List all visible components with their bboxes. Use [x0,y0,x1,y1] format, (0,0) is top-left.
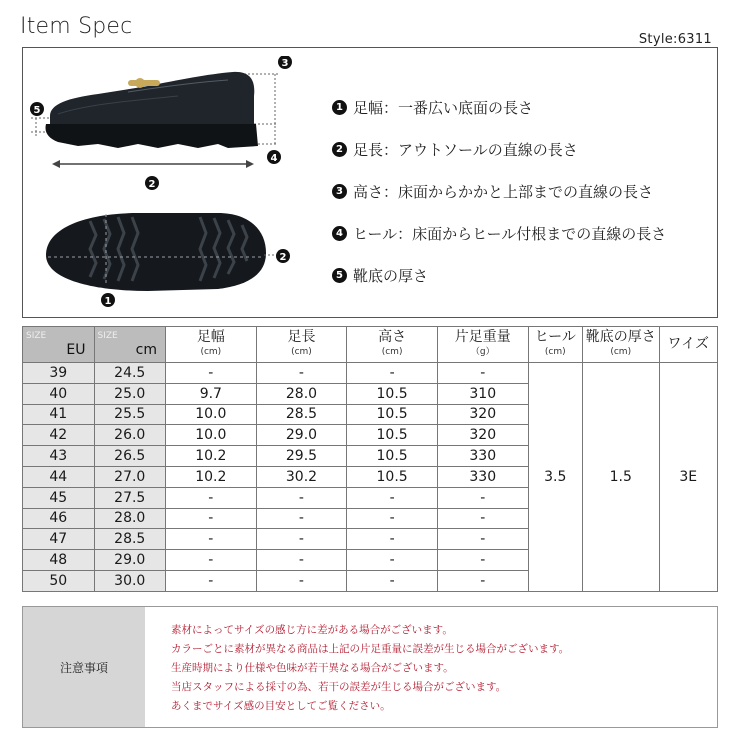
eu-header [23,327,95,363]
table-cell: 48 [23,550,95,571]
table-cell: - [166,487,257,508]
table-row [23,363,718,384]
table-cell: 24.5 [94,363,166,384]
table-cell: - [166,550,257,571]
notes-box [22,606,718,728]
table-cell: 25.0 [94,383,166,404]
table-cell: 43 [23,446,95,467]
column-header: 高さ (cm) [347,327,438,363]
table-cell: 39 [23,363,95,384]
spec-text: 靴底の厚さ [353,266,429,285]
spec-definition [332,254,722,296]
table-cell: - [256,550,347,571]
table-cell: 30.0 [94,570,166,591]
table-cell: 47 [23,529,95,550]
spec-text: ヒール：床面からヒール付根までの直線の長さ [353,224,667,243]
table-cell: - [166,529,257,550]
table-cell: - [166,570,257,591]
spec-definition [332,212,722,254]
table-cell: - [437,508,528,529]
note-line: 素材によってサイズの感じ方に差がある場合がございます。 [171,624,453,636]
number-badge: 4 [332,226,347,241]
table-cell: - [437,550,528,571]
table-cell: 28.5 [94,529,166,550]
table-cell: 10.0 [166,404,257,425]
table-cell: 28.5 [256,404,347,425]
table-cell: 46 [23,508,95,529]
table-cell: - [256,570,347,591]
marker-2-side: 2 [148,179,156,190]
note-line: 当店スタッフによる採寸の為、若干の誤差が生じる場合がございます。 [171,681,507,693]
shoe-sole-view-image [28,205,318,315]
column-header: 足長 (cm) [256,327,347,363]
table-cell: - [256,487,347,508]
table-cell: - [347,550,438,571]
table-cell: 27.5 [94,487,166,508]
table-cell: 28.0 [94,508,166,529]
table-cell: 25.5 [94,404,166,425]
number-badge: 2 [332,142,347,157]
table-cell: 26.0 [94,425,166,446]
column-header: 片足重量 （g） [437,327,528,363]
table-cell: 28.0 [256,383,347,404]
table-cell: - [347,570,438,591]
number-badge: 1 [332,100,347,115]
table-cell: - [437,529,528,550]
notes-body [145,607,717,727]
table-cell: 29.5 [256,446,347,467]
table-cell: 10.2 [166,466,257,487]
column-header: ワイズ [659,327,718,363]
note-line: カラーごとに素材が異なる商品は上記の片足重量に誤差が生じる場合がございます。 [171,643,570,655]
table-cell: - [166,363,257,384]
table-cell: - [256,363,347,384]
table-cell: - [347,508,438,529]
table-cell: 330 [437,446,528,467]
marker-3: 3 [281,58,289,69]
table-cell: - [347,529,438,550]
column-header: 靴底の厚さ (cm) [582,327,659,363]
spec-definition [332,86,722,128]
marker-4: 4 [270,153,278,164]
table-cell: 45 [23,487,95,508]
table-cell: 44 [23,466,95,487]
table-cell: 10.5 [347,404,438,425]
table-cell: 10.5 [347,466,438,487]
size-table [22,326,718,592]
marker-5: 5 [33,105,41,116]
width-fit-cell: 3E [659,363,718,592]
table-cell: 10.5 [347,383,438,404]
table-cell: 320 [437,404,528,425]
table-cell: 10.2 [166,446,257,467]
table-cell: 40 [23,383,95,404]
note-line: あくまでサイズ感の目安としてご覧ください。 [171,700,391,712]
spec-definition [332,128,722,170]
notes-label: 注意事項 [23,607,145,727]
size-tag: SIZE [26,331,47,341]
table-cell: - [347,487,438,508]
column-header: ヒール (cm) [528,327,582,363]
table-cell: 30.2 [256,466,347,487]
table-cell: 29.0 [256,425,347,446]
note-line: 生産時期により仕様や色味が若干異なる場合がございます。 [171,662,454,674]
spec-definition-list [332,86,722,296]
spec-text: 高さ：床面からかかと上部までの直線の長さ [353,182,654,201]
size-tag: SIZE [97,331,118,341]
page-title: Item Spec [20,14,133,39]
table-cell: - [256,508,347,529]
table-cell: 27.0 [94,466,166,487]
table-cell: 9.7 [166,383,257,404]
number-badge: 3 [332,184,347,199]
table-cell: 29.0 [94,550,166,571]
heel-cell: 3.5 [528,363,582,592]
table-cell: 50 [23,570,95,591]
table-cell: 41 [23,404,95,425]
table-cell: - [256,529,347,550]
table-cell: 10.5 [347,425,438,446]
spec-definition [332,170,722,212]
marker-2-sole: 2 [279,252,287,263]
style-code: Style:6311 [638,32,712,47]
table-cell: 10.5 [347,446,438,467]
table-cell: 320 [437,425,528,446]
table-cell: 330 [437,466,528,487]
column-header: 足幅 (cm) [166,327,257,363]
shoe-side-view-image [28,56,318,206]
table-cell: - [166,508,257,529]
marker-1: 1 [104,296,112,307]
table-cell: 10.0 [166,425,257,446]
table-cell: - [437,570,528,591]
cm-header [94,327,166,363]
cm-label: cm [135,342,157,358]
table-cell: 42 [23,425,95,446]
table-cell: 310 [437,383,528,404]
table-cell: - [347,363,438,384]
number-badge: 5 [332,268,347,283]
table-cell: - [437,487,528,508]
spec-text: 足長：アウトソールの直線の長さ [353,140,578,159]
table-cell: 26.5 [94,446,166,467]
spec-text: 足幅：一番広い底面の長さ [353,98,534,117]
sole-thickness-cell: 1.5 [582,363,659,592]
table-cell: - [437,363,528,384]
eu-label: EU [66,342,86,358]
